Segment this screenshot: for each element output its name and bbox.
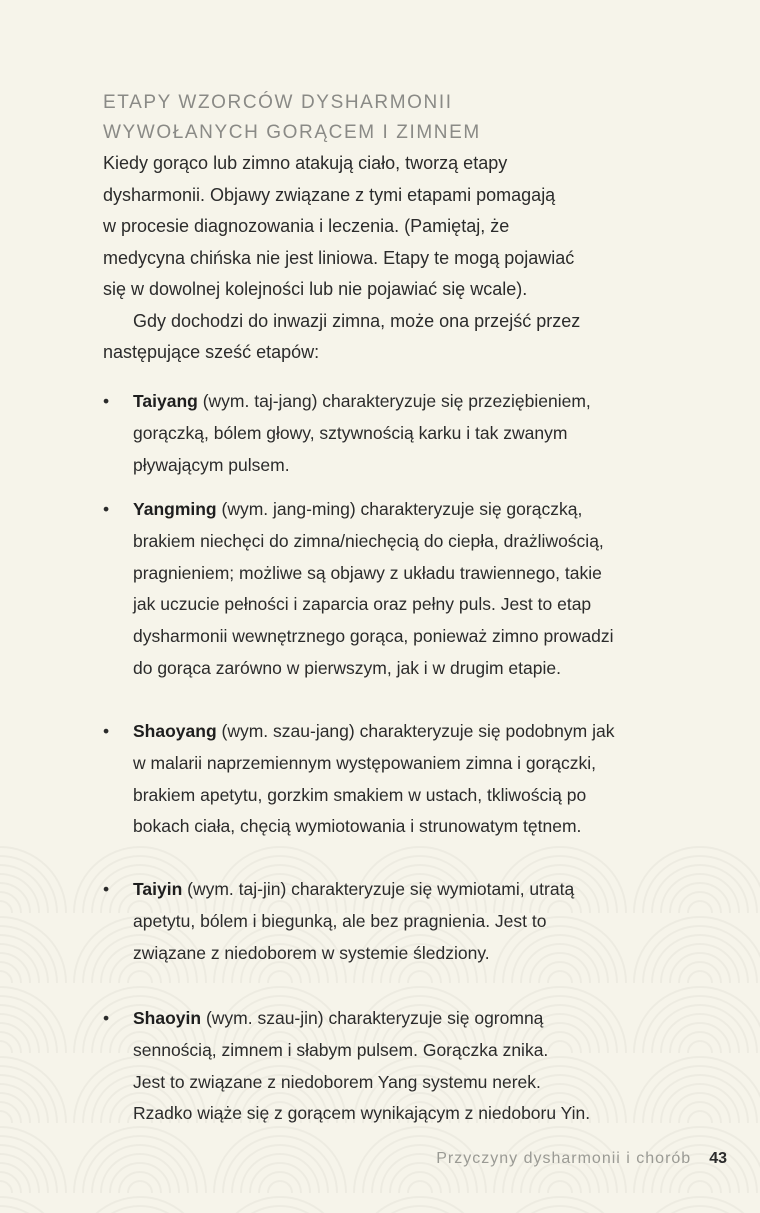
line-text: (wym. szau-jin) charakteryzuje się ogromną (201, 1008, 544, 1028)
wave-arc (652, 1075, 748, 1123)
item-lines (133, 386, 591, 481)
term: Taiyin (133, 879, 183, 899)
list-item (103, 874, 574, 969)
wave-arc (652, 865, 748, 913)
text-line (133, 526, 614, 558)
wave-arc (408, 1181, 432, 1193)
wave-arc (634, 1197, 760, 1213)
line-text: pływającym pulsem. (133, 454, 290, 475)
term: Shaoyang (133, 721, 217, 741)
bullet-icon: • (103, 499, 110, 519)
wave-arc (661, 874, 739, 913)
wave-arc (268, 1181, 292, 1193)
wave-arc (241, 1154, 319, 1193)
line-text: brakiem apetytu, gorzkim smakiem w ustach, tkliwością po (133, 784, 587, 805)
wave-arc (268, 971, 292, 983)
running-title: Przyczyny dysharmonii i chorób (436, 1150, 692, 1167)
text-line: dysharmonii. Objawy związane z tymi etapami pomagają (103, 184, 556, 205)
heading-line: ETAPY WZORCÓW DYSHARMONII (103, 92, 453, 113)
page-footer (436, 1150, 727, 1168)
section-heading (103, 88, 481, 148)
bullet-icon: • (103, 879, 110, 899)
term: Shaoyin (133, 1008, 202, 1028)
wave-arc (0, 1197, 66, 1213)
line-text: Rzadko wiąże się z gorącem wynikającym z niedoboru Yin. (133, 1103, 591, 1124)
list-item (103, 386, 591, 481)
wave-arc (0, 1041, 12, 1053)
line-text: apetytu, bólem i biegunką, ale bez pragnienia. Jest to (133, 910, 547, 931)
line-text: (wym. jang-ming) charakteryzuje się gorączką, (216, 499, 583, 519)
line-text: (wym. szau-jang) charakteryzuje się podobnym jak (216, 721, 615, 741)
list-item (103, 494, 614, 685)
text-line (133, 653, 614, 685)
text-line (133, 716, 614, 748)
text-line (133, 938, 574, 970)
wave-arc (128, 1181, 152, 1193)
text-line (133, 811, 614, 843)
wave-arc (119, 1172, 161, 1193)
wave-arc (0, 971, 12, 983)
text-line: medycyna chińska nie jest liniowa. Etapy te mogą pojawiać (103, 247, 575, 268)
text-line (133, 1003, 590, 1035)
text-line (133, 780, 614, 812)
term: Yangming (133, 499, 217, 519)
text-line (133, 874, 574, 906)
wave-arc (0, 962, 21, 983)
text-line: Kiedy gorąco lub zimno atakują ciało, tworzą etapy (103, 153, 508, 173)
wave-arc (679, 892, 721, 913)
wave-arc (688, 1181, 712, 1193)
wave-arc (688, 901, 712, 913)
bullet-icon: • (103, 721, 110, 741)
wave-arc (548, 1181, 572, 1193)
wave-arc (0, 1181, 12, 1193)
wave-arc (688, 1111, 712, 1123)
line-text: (wym. taj-jin) charakteryzuje się wymiotami, utratą (182, 879, 575, 899)
list-item (103, 1003, 590, 1130)
text-line (133, 418, 591, 450)
line-text: do gorąca zarówno w pierwszym, jak i w drugim etapie. (133, 657, 561, 678)
wave-arc (548, 971, 572, 983)
line-text: Jest to związane z niedoborem Yang systemu nerek. (133, 1071, 541, 1092)
item-lines (133, 1003, 590, 1130)
wave-arc (0, 892, 21, 913)
line-text: dysharmonii wewnętrznego gorąca, ponieważ zimno prowadzi (133, 626, 614, 647)
text-line: następujące sześć etapów: (103, 342, 320, 362)
wave-arc (0, 1032, 21, 1053)
wave-arc (688, 971, 712, 983)
wave-arc (0, 1206, 57, 1213)
wave-arc (661, 944, 739, 983)
text-line (133, 1067, 590, 1099)
list-item (103, 716, 614, 843)
wave-arc (0, 901, 12, 913)
bullet-icon: • (103, 1008, 110, 1028)
text-line: w procesie diagnozowania i leczenia. (Pamiętaj, że (103, 216, 510, 236)
wave-arc (214, 1197, 346, 1213)
wave-arc (232, 1145, 328, 1193)
text-line (133, 1098, 590, 1130)
text-line (133, 494, 614, 526)
intro-paragraph (103, 148, 580, 369)
text-line: się w dowolnej kolejności lub nie pojawiać się wcale). (103, 279, 528, 299)
text-line (133, 621, 614, 653)
page-number: 43 (709, 1150, 727, 1167)
wave-arc (679, 962, 721, 983)
wave-arc (259, 1172, 301, 1193)
line-text: jak uczucie pełności i zaparcia oraz pełny puls. Jest to etap (133, 594, 592, 615)
line-text: pragnieniem; możliwe są objawy z układu trawiennego, takie (133, 562, 602, 583)
line-text: w malarii naprzemiennym występowaniem zimna i gorączki, (133, 752, 596, 773)
wave-arc (101, 1154, 179, 1193)
item-lines (133, 874, 574, 969)
wave-arc (652, 1005, 748, 1053)
line-text: brakiem niechęci do zimna/niechęcią do ciepła, drażliwością, (133, 530, 604, 551)
term: Taiyang (133, 391, 198, 411)
wave-arc (74, 1197, 206, 1213)
text-line (133, 906, 574, 938)
wave-arc (128, 971, 152, 983)
text-line: Gdy dochodzi do inwazji zimna, może ona przejść przez (133, 310, 581, 331)
wave-arc (0, 1102, 21, 1123)
text-line (133, 589, 614, 621)
line-text: sennością, zimnem i słabym pulsem. Gorączka znika. (133, 1039, 549, 1060)
text-line (133, 386, 591, 418)
item-lines (133, 494, 614, 685)
wave-arc (679, 1102, 721, 1123)
item-lines (133, 716, 614, 843)
text-line (133, 450, 591, 482)
wave-arc (652, 935, 748, 983)
wave-arc (0, 1111, 12, 1123)
wave-arc (408, 971, 432, 983)
bullet-icon: • (103, 391, 110, 411)
line-text: gorączką, bólem głowy, sztywnością karku i tak zwanym (133, 422, 568, 443)
heading-line: WYWOŁANYCH GORĄCEM I ZIMNEM (103, 122, 481, 143)
wave-arc (92, 1145, 188, 1193)
line-text: bokach ciała, chęcią wymiotowania i strunowatym tętnem. (133, 816, 582, 837)
wave-arc (661, 1084, 739, 1123)
wave-arc (399, 1172, 441, 1193)
line-text: związane z niedoborem w systemie śledziony. (133, 942, 490, 963)
wave-arc (679, 1032, 721, 1053)
wave-arc (661, 1014, 739, 1053)
wave-arc (0, 1172, 21, 1193)
line-text: (wym. taj-jang) charakteryzuje się przeziębieniem, (197, 391, 591, 411)
wave-arc (679, 1172, 721, 1193)
text-line (133, 748, 614, 780)
wave-arc (688, 1041, 712, 1053)
text-line (133, 1035, 590, 1067)
wave-arc (539, 1172, 581, 1193)
text-line (133, 558, 614, 590)
